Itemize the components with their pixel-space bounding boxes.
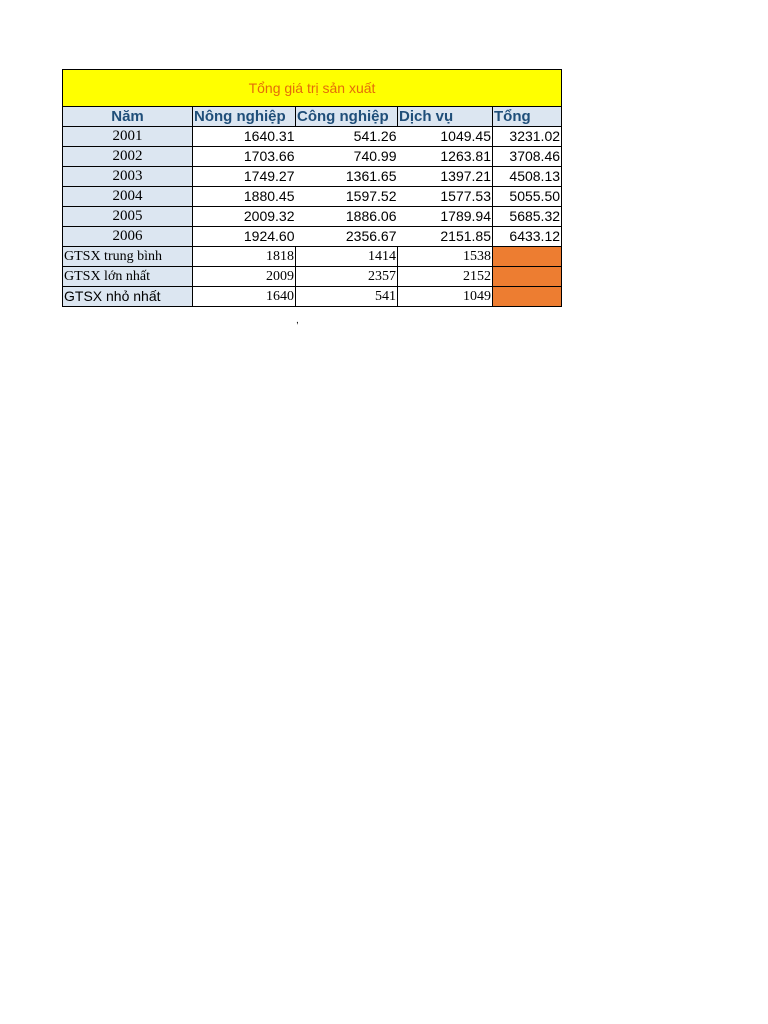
stat-agriculture[interactable]: 1640 (193, 287, 296, 307)
stat-industry[interactable]: 2357 (296, 267, 398, 287)
stat-label-average[interactable]: GTSX trung bình (63, 247, 193, 267)
industry-cell[interactable]: 2356.67 (296, 227, 398, 247)
services-cell[interactable]: 1049.45 (398, 127, 493, 147)
agriculture-cell[interactable]: 1640.31 (193, 127, 296, 147)
table-row (63, 187, 562, 207)
services-cell[interactable]: 2151.85 (398, 227, 493, 247)
year-cell[interactable]: 2006 (63, 227, 193, 247)
table-row (63, 227, 562, 247)
industry-cell[interactable]: 541.26 (296, 127, 398, 147)
total-cell[interactable]: 3708.46 (493, 147, 562, 167)
year-cell[interactable]: 2005 (63, 207, 193, 227)
industry-cell[interactable]: 740.99 (296, 147, 398, 167)
year-cell[interactable]: 2003 (63, 167, 193, 187)
services-cell[interactable]: 1577.53 (398, 187, 493, 207)
stat-row-max (63, 267, 562, 287)
stat-total-highlight[interactable] (493, 267, 562, 287)
total-cell[interactable]: 3231.02 (493, 127, 562, 147)
header-services[interactable]: Dịch vụ (398, 107, 493, 127)
year-cell[interactable]: 2001 (63, 127, 193, 147)
year-cell[interactable]: 2004 (63, 187, 193, 207)
agriculture-cell[interactable]: 1749.27 (193, 167, 296, 187)
stat-label-max[interactable]: GTSX lớn nhất (63, 267, 193, 287)
table-row (63, 147, 562, 167)
stat-services[interactable]: 1538 (398, 247, 493, 267)
table-row (63, 207, 562, 227)
industry-cell[interactable]: 1886.06 (296, 207, 398, 227)
services-cell[interactable]: 1397.21 (398, 167, 493, 187)
table-row (63, 167, 562, 187)
table-title[interactable]: Tổng giá trị sản xuất (63, 70, 562, 107)
agriculture-cell[interactable]: 1703.66 (193, 147, 296, 167)
agriculture-cell[interactable]: 2009.32 (193, 207, 296, 227)
agriculture-cell[interactable]: 1924.60 (193, 227, 296, 247)
header-total[interactable]: Tổng (493, 107, 562, 127)
header-agriculture[interactable]: Nông nghiệp (193, 107, 296, 127)
year-cell[interactable]: 2002 (63, 147, 193, 167)
stat-total-highlight[interactable] (493, 247, 562, 267)
title-row (63, 70, 562, 107)
stray-mark: , (296, 315, 299, 326)
production-table (62, 69, 562, 307)
table-row (63, 127, 562, 147)
stat-total-highlight[interactable] (493, 287, 562, 307)
header-row (63, 107, 562, 127)
total-cell[interactable]: 5685.32 (493, 207, 562, 227)
total-cell[interactable]: 6433.12 (493, 227, 562, 247)
services-cell[interactable]: 1789.94 (398, 207, 493, 227)
stat-services[interactable]: 2152 (398, 267, 493, 287)
stat-label-min[interactable]: GTSX nhỏ nhất (63, 287, 193, 307)
header-industry[interactable]: Công nghiệp (296, 107, 398, 127)
stat-row-min (63, 287, 562, 307)
total-cell[interactable]: 5055.50 (493, 187, 562, 207)
services-cell[interactable]: 1263.81 (398, 147, 493, 167)
stat-industry[interactable]: 1414 (296, 247, 398, 267)
stat-row-average (63, 247, 562, 267)
stat-industry[interactable]: 541 (296, 287, 398, 307)
stat-agriculture[interactable]: 1818 (193, 247, 296, 267)
industry-cell[interactable]: 1361.65 (296, 167, 398, 187)
total-cell[interactable]: 4508.13 (493, 167, 562, 187)
stat-services[interactable]: 1049 (398, 287, 493, 307)
industry-cell[interactable]: 1597.52 (296, 187, 398, 207)
header-year[interactable]: Năm (63, 107, 193, 127)
stat-agriculture[interactable]: 2009 (193, 267, 296, 287)
agriculture-cell[interactable]: 1880.45 (193, 187, 296, 207)
